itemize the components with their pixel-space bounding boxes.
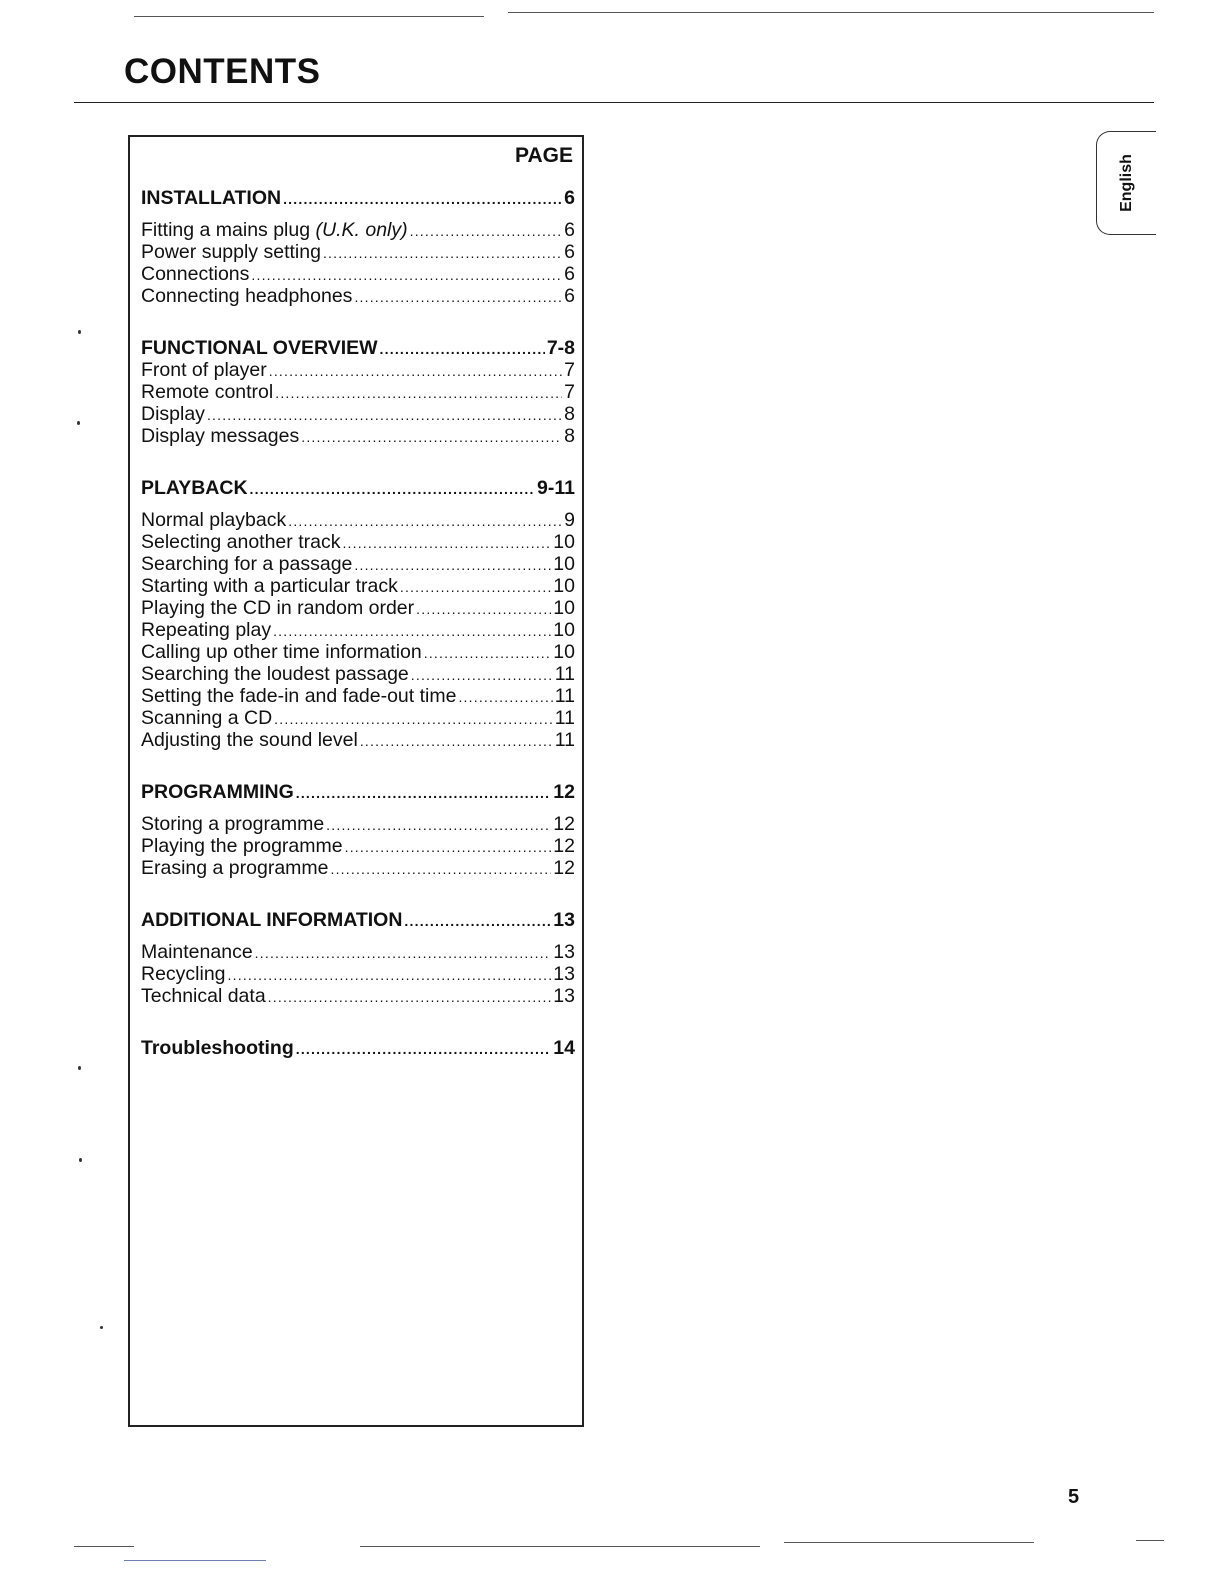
dot-leader (255, 942, 552, 964)
toc-section-heading (141, 1037, 575, 1059)
toc-page-ref: 11 (554, 729, 575, 751)
scan-edge-bottom-mid (360, 1546, 760, 1547)
toc-page-ref: 13 (553, 941, 575, 963)
toc-entry (141, 813, 575, 835)
toc-section (141, 477, 575, 751)
toc-page-ref: 10 (553, 641, 575, 663)
toc-section-title (141, 781, 294, 803)
toc-entry (141, 685, 575, 707)
toc-entry-label (141, 985, 266, 1007)
page-column-header: PAGE (515, 144, 573, 167)
toc-section-title (141, 337, 378, 359)
toc-section-heading (141, 187, 575, 209)
toc-label-text: Setting the fade-in and fade-out time (141, 685, 457, 707)
dot-leader (424, 642, 552, 664)
dot-leader (250, 478, 536, 500)
toc-label-text: Display (141, 403, 205, 425)
dot-leader (410, 220, 563, 242)
dot-leader (207, 404, 562, 426)
toc-section-title (141, 1037, 294, 1059)
toc-entry (141, 857, 575, 879)
toc-entry-label (141, 857, 329, 879)
toc-page-ref: 10 (553, 553, 575, 575)
toc-page-ref: 11 (554, 685, 575, 707)
page-number: 5 (1068, 1486, 1080, 1508)
toc-entry-label (141, 619, 271, 641)
toc-label-text: Fitting a mains plug (141, 219, 316, 241)
toc-entry (141, 963, 575, 985)
dot-leader (360, 730, 553, 752)
toc-entry-label (141, 941, 253, 963)
toc-label-text: Remote control (141, 381, 274, 403)
toc-section-heading (141, 337, 575, 359)
toc-entry-label (141, 381, 273, 403)
toc-label-text: Recycling (141, 963, 226, 985)
toc-list (141, 187, 575, 1069)
toc-page-ref: 14 (553, 1037, 575, 1059)
toc-label-text: ADDITIONAL INFORMATION (141, 909, 403, 931)
dot-leader (404, 910, 551, 932)
toc-label-text: Technical data (141, 985, 266, 1007)
toc-entry-label (141, 813, 324, 835)
toc-label-text: Searching for a passage (141, 553, 353, 575)
toc-section-heading (141, 477, 575, 499)
dot-leader (380, 338, 545, 360)
toc-label-text: Power supply setting (141, 241, 321, 263)
dot-leader (251, 264, 562, 286)
toc-entry (141, 241, 575, 263)
toc-entry (141, 263, 575, 285)
toc-entry (141, 219, 575, 241)
toc-label-note: (U.K. only) (315, 219, 408, 241)
toc-entry-label (141, 531, 340, 553)
dot-leader (275, 382, 562, 404)
toc-page-ref: 12 (553, 835, 575, 857)
toc-entry (141, 425, 575, 447)
toc-page-ref: 8 (564, 425, 575, 447)
toc-entry-label (141, 403, 205, 425)
toc-section-heading (141, 781, 575, 803)
toc-page-ref: 7 (564, 381, 575, 403)
toc-entry-label (141, 285, 352, 307)
toc-label-text: FUNCTIONAL OVERVIEW (141, 337, 378, 359)
toc-page-ref: 13 (553, 909, 575, 931)
toc-page-ref: 7 (564, 359, 575, 381)
dot-leader (296, 782, 552, 804)
toc-entry-label (141, 963, 226, 985)
dot-leader (296, 1038, 552, 1060)
toc-entry (141, 403, 575, 425)
toc-label-text: Connecting headphones (141, 285, 353, 307)
toc-page-ref: 6 (564, 187, 575, 209)
toc-label-text: Scanning a CD (141, 707, 273, 729)
toc-entry-label (141, 641, 422, 663)
toc-label-text: Erasing a programme (141, 857, 329, 879)
dot-leader (354, 554, 551, 576)
toc-entry-label (141, 219, 408, 241)
toc-label-text: Troubleshooting (141, 1037, 294, 1059)
toc-label-text: PROGRAMMING (141, 781, 294, 803)
toc-entry (141, 509, 575, 531)
toc-entry-label (141, 729, 358, 751)
scan-edge-top-left (134, 16, 484, 17)
dot-leader (354, 286, 562, 308)
dot-leader (331, 858, 552, 880)
toc-page-ref: 11 (554, 663, 575, 685)
language-tab-label: English (1117, 154, 1135, 212)
toc-entry-label (141, 835, 343, 857)
toc-entry-label (141, 663, 409, 685)
toc-entry-label (141, 359, 267, 381)
toc-label-text: Front of player (141, 359, 267, 381)
toc-page-ref: 6 (564, 219, 575, 241)
toc-page-ref: 11 (554, 707, 575, 729)
toc-page-ref: 6 (564, 263, 575, 285)
toc-label-text: Playing the programme (141, 835, 343, 857)
toc-label-text: Calling up other time information (141, 641, 422, 663)
toc-page-ref: 10 (553, 575, 575, 597)
toc-entry (141, 553, 575, 575)
scan-edge-bottom-far-right (1136, 1540, 1164, 1541)
toc-entry-label (141, 509, 286, 531)
toc-label-text: Normal playback (141, 509, 287, 531)
dot-leader (228, 964, 552, 986)
toc-page-ref: 9 (564, 509, 575, 531)
toc-entry (141, 597, 575, 619)
toc-page-ref: 6 (564, 241, 575, 263)
toc-entry (141, 985, 575, 1007)
language-tab (1096, 131, 1156, 235)
toc-entry-label (141, 685, 456, 707)
toc-label-text: Searching the loudest passage (141, 663, 409, 685)
toc-entry (141, 531, 575, 553)
toc-page-ref: 10 (553, 597, 575, 619)
toc-section (141, 337, 575, 447)
toc-entry-label (141, 707, 272, 729)
toc-entry (141, 835, 575, 857)
toc-entry (141, 707, 575, 729)
toc-label-text: PLAYBACK (141, 477, 248, 499)
toc-section-title (141, 909, 402, 931)
scan-speck (78, 330, 81, 334)
toc-label-text: Connections (141, 263, 250, 285)
toc-section (141, 187, 575, 307)
toc-entry (141, 619, 575, 641)
scan-speck (100, 1326, 103, 1329)
toc-entry-label (141, 575, 398, 597)
toc-entry-label (141, 597, 414, 619)
scan-speck (78, 1066, 81, 1070)
toc-entry (141, 359, 575, 381)
toc-entry-label (141, 263, 249, 285)
toc-entry (141, 285, 575, 307)
toc-entry (141, 381, 575, 403)
toc-section-title (141, 187, 281, 209)
toc-label-text: Playing the CD in random order (141, 597, 415, 619)
dot-leader (269, 360, 562, 382)
toc-entry-label (141, 553, 352, 575)
toc-label-text: INSTALLATION (141, 187, 282, 209)
toc-page-ref: 13 (553, 985, 575, 1007)
toc-entry (141, 941, 575, 963)
toc-page-ref: 10 (553, 531, 575, 553)
toc-label-text: Selecting another track (141, 531, 341, 553)
dot-leader (274, 708, 553, 730)
toc-entry (141, 575, 575, 597)
scan-edge-bottom-blue (124, 1560, 266, 1561)
dot-leader (345, 836, 552, 858)
toc-label-text: Starting with a particular track (141, 575, 398, 597)
toc-entry (141, 641, 575, 663)
toc-page-ref: 8 (564, 403, 575, 425)
toc-label-text: Storing a programme (141, 813, 325, 835)
scan-edge-bottom-left (74, 1546, 134, 1547)
toc-page-ref: 12 (553, 781, 575, 803)
toc-page-ref: 9-11 (537, 477, 575, 499)
scan-speck (77, 421, 80, 425)
table-of-contents (128, 135, 584, 1427)
toc-page-ref: 7-8 (546, 337, 575, 359)
toc-entry (141, 729, 575, 751)
toc-page-ref: 12 (553, 813, 575, 835)
dot-leader (268, 986, 552, 1008)
toc-entry-label (141, 425, 299, 447)
toc-entry (141, 663, 575, 685)
toc-label-text: Repeating play (141, 619, 272, 641)
dot-leader (342, 532, 551, 554)
toc-entry-label (141, 241, 321, 263)
toc-page-ref: 13 (553, 963, 575, 985)
dot-leader (273, 620, 551, 642)
dot-leader (301, 426, 562, 448)
toc-section-title (141, 477, 248, 499)
dot-leader (288, 510, 562, 532)
title-divider (74, 102, 1154, 103)
dot-leader (416, 598, 551, 620)
toc-section-heading (141, 909, 575, 931)
dot-leader (400, 576, 551, 598)
toc-section (141, 781, 575, 879)
toc-section (141, 909, 575, 1007)
dot-leader (411, 664, 553, 686)
toc-label-text: Adjusting the sound level (141, 729, 358, 751)
toc-page-ref: 12 (553, 857, 575, 879)
scan-edge-bottom-right (784, 1542, 1034, 1543)
toc-section (141, 1037, 575, 1059)
toc-page-ref: 6 (564, 285, 575, 307)
toc-label-text: Display messages (141, 425, 300, 447)
scan-edge-top-right (508, 12, 1154, 13)
dot-leader (323, 242, 562, 264)
toc-page-ref: 10 (553, 619, 575, 641)
page-title: CONTENTS (124, 52, 321, 91)
dot-leader (458, 686, 552, 708)
toc-label-text: Maintenance (141, 941, 253, 963)
dot-leader (283, 188, 562, 210)
dot-leader (326, 814, 551, 836)
scan-speck (79, 1158, 82, 1162)
